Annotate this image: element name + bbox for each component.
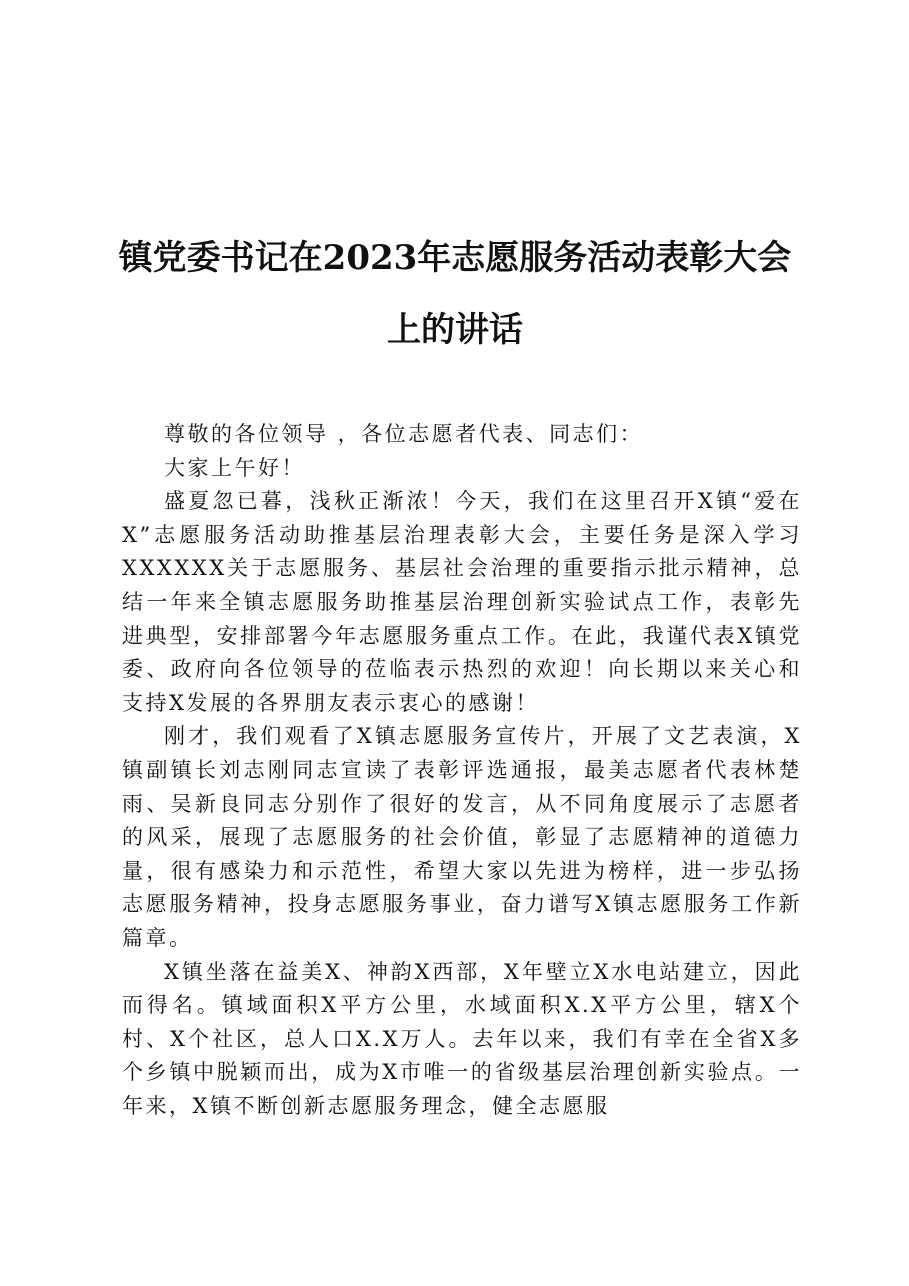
title-line-2: 上的讲话 bbox=[387, 310, 523, 350]
greeting: 大家上午好！ bbox=[164, 455, 305, 480]
body-paragraph: 刚才，我们观看了X镇志愿服务宣传片，开展了文艺表演，X镇副镇长刘志刚同志宣读了表彰评选通报，最美志愿者代表林楚雨、吴新良同志分别作了很好的发言，从不同角度展示了志愿者的风采，展现了志愿服务的社会价值，彰显了志愿精神的道德力量，很有感染力和示范性，希望大家以先进为榜样，进一步弘扬志愿服务精神，投身志愿服务事业，奋力谱写X镇志愿服务工作新篇章。 bbox=[122, 724, 802, 950]
body-paragraph: X镇坐落在益美X、神韵X西部，X年壁立X水电站建立，因此而得名。镇域面积X平方公里，水域面积X.X平方公里，辖X个村、X个社区，总人口X.X万人。去年以来，我们有幸在全省X多个乡镇中脱颖而出，成为X市唯一的省级基层治理创新实验点。一年来，X镇不断创新志愿服务理念，健全志愿服 bbox=[122, 959, 802, 1118]
salutation: 尊敬的各位领导 ，各位志愿者代表、同志们： bbox=[164, 422, 644, 446]
document-title bbox=[110, 222, 800, 366]
body-paragraph: 盛夏忽已暮，浅秋正渐浓！今天，我们在这里召开X镇“爱在X”志愿服务活动助推基层治理表彰大会，主要任务是深入学习XXXXXX关于志愿服务、基层社会治理的重要指示批示精神，总结一年来全镇志愿服务助推基层治理创新实验试点工作，表彰先进典型，安排部署今年志愿服务重点工作。在此，我谨代表X镇党委、政府向各位领导的莅临表示热烈的欢迎！向长期以来关心和支持X发展的各界朋友表示衷心的感谢！ bbox=[122, 489, 802, 715]
title-line-1: 镇党委书记在2023年志愿服务活动表彰大会 bbox=[118, 238, 792, 278]
document-body bbox=[122, 418, 802, 1123]
